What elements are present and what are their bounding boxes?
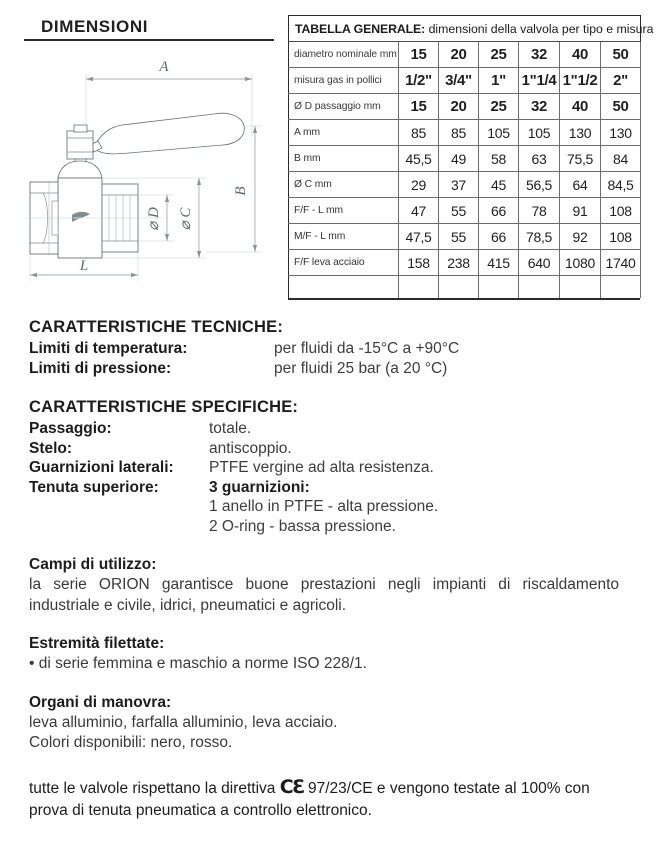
- ce-directive-statement: [29, 776, 621, 822]
- row-label: F/F leva acciaio: [289, 250, 399, 276]
- spec-key: Tenuta superiore:: [29, 478, 159, 496]
- table-cell: 63: [519, 146, 560, 172]
- estremita-bullet: • di serie femmina e maschio a norme ISO 228/1.: [29, 655, 367, 672]
- table-cell: [519, 276, 560, 299]
- table-cell: [479, 276, 519, 299]
- table-cell: 49: [439, 146, 479, 172]
- dimensions-drawing-panel: [24, 14, 274, 294]
- table-row: [289, 146, 641, 172]
- spec-value: totale.: [209, 420, 252, 437]
- spec-row: [29, 419, 629, 439]
- table-cell: 75,5: [560, 146, 601, 172]
- dimensions-title: DIMENSIONI: [41, 17, 149, 36]
- table-title-rest: dimensioni della valvola per tipo e misura: [425, 21, 654, 36]
- table-cell: [439, 276, 479, 299]
- row-label: misura gas in pollici: [289, 68, 399, 94]
- row-label-empty: [289, 276, 399, 299]
- table-row: [289, 120, 641, 146]
- table-cell: 415: [479, 250, 519, 276]
- table-cell: 29: [399, 172, 439, 198]
- table-cell: 1"1/4: [519, 68, 560, 94]
- table-cell: [399, 276, 439, 299]
- row-label: Ø C mm: [289, 172, 399, 198]
- dimension-label-d: ⌀ D: [146, 207, 162, 231]
- table-cell: 15: [399, 94, 439, 120]
- dimension-label-l: L: [79, 258, 89, 274]
- valve-technical-drawing: [24, 41, 274, 294]
- table-cell: 47,5: [399, 224, 439, 250]
- table-cell: 45,5: [399, 146, 439, 172]
- table-title-bold: TABELLA GENERALE:: [295, 21, 426, 36]
- dimension-label-a: A: [159, 59, 169, 75]
- table-cell: 85: [399, 120, 439, 146]
- table-cell: 158: [399, 250, 439, 276]
- spec-row: [29, 458, 629, 478]
- tecniche-list: [29, 339, 629, 378]
- table-row-empty: [289, 276, 641, 299]
- table-cell: 85: [439, 120, 479, 146]
- table-cell: 2": [601, 68, 641, 94]
- table-title-cell: [289, 16, 654, 42]
- spec-value: per fluidi 25 bar (a 20 °C): [274, 359, 448, 377]
- table-cell: 40: [560, 42, 601, 68]
- ce-mark-icon: CƐ: [279, 775, 304, 798]
- spec-key: Limiti di pressione:: [29, 359, 172, 377]
- table-cell: 1080: [560, 250, 601, 276]
- table-cell: 1"1/2: [560, 68, 601, 94]
- estremita-heading: Estremità filettate:: [29, 635, 165, 652]
- table-cell: 64: [560, 172, 601, 198]
- row-label: A mm: [289, 120, 399, 146]
- seal-detail-lines: [209, 497, 629, 536]
- campi-di-utilizzo-section: [29, 555, 619, 616]
- table-cell: 40: [560, 94, 601, 120]
- table-cell: 130: [560, 120, 601, 146]
- table-cell: 640: [519, 250, 560, 276]
- section-title-specifiche: CARATTERISTICHE SPECIFICHE:: [29, 398, 299, 416]
- spec-key: Guarnizioni laterali:: [29, 459, 174, 476]
- table-cell: 25: [479, 42, 519, 68]
- table-cell: 108: [601, 198, 641, 224]
- estremita-filettate-section: [29, 634, 629, 675]
- table-cell: 55: [439, 198, 479, 224]
- spec-row: [29, 439, 629, 459]
- row-label: B mm: [289, 146, 399, 172]
- organi-line-1: leva alluminio, farfalla alluminio, leva acciaio.: [29, 713, 338, 731]
- spec-value: antiscoppio.: [209, 439, 292, 457]
- campi-body: la serie ORION garantisce buone prestazioni negli impianti di riscaldamento industriale e civile, idrici, pneumatici e agricoli.: [29, 576, 619, 614]
- general-table-wrapper: [288, 15, 654, 300]
- spec-key: Stelo:: [29, 439, 73, 457]
- table-cell: 55: [439, 224, 479, 250]
- organi-di-manovra-section: [29, 693, 629, 754]
- table-cell: 84: [601, 146, 641, 172]
- organi-heading: Organi di manovra:: [29, 693, 172, 711]
- spec-key: Limiti di temperatura:: [29, 340, 188, 357]
- table-cell: 15: [399, 42, 439, 68]
- specifications-content: [29, 318, 629, 822]
- ce-statement-part-1: tutte le valvole rispettano la direttiva: [29, 779, 280, 797]
- table-cell: 47: [399, 198, 439, 224]
- table-cell: [601, 276, 641, 299]
- table-cell: 58: [479, 146, 519, 172]
- table-cell: 20: [439, 42, 479, 68]
- spec-row: [29, 339, 629, 359]
- table-row: [289, 250, 641, 276]
- table-cell: 45: [479, 172, 519, 198]
- spec-value: 3 guarnizioni:: [209, 478, 310, 496]
- table-title-row: [289, 16, 641, 42]
- general-dimensions-table: [288, 15, 654, 298]
- table-cell: 238: [439, 250, 479, 276]
- dimension-label-b: B: [233, 186, 249, 196]
- spec-value: PTFE vergine ad alta resistenza.: [209, 459, 434, 476]
- organi-line-2: Colori disponibili: nero, rosso.: [29, 734, 233, 751]
- row-label: M/F - L mm: [289, 224, 399, 250]
- table-cell: 78: [519, 198, 560, 224]
- table-row: [289, 68, 641, 94]
- table-cell: 1": [479, 68, 519, 94]
- table-cell: 25: [479, 94, 519, 120]
- table-cell: 3/4": [439, 68, 479, 94]
- table-row: [289, 42, 641, 68]
- table-cell: [560, 276, 601, 299]
- table-row: [289, 198, 641, 224]
- table-cell: 78,5: [519, 224, 560, 250]
- spec-row: [29, 359, 629, 379]
- table-cell: 1740: [601, 250, 641, 276]
- ce-statement-part-2: 97/23/CE e vengono testate al 100% con prova di tenuta pneumatica a controllo elettronico.: [29, 779, 590, 819]
- row-label: diametro nominale mm: [289, 42, 399, 68]
- spec-key: Passaggio:: [29, 420, 112, 437]
- seal-line: 2 O-ring - bassa pressione.: [209, 517, 396, 535]
- table-cell: 84,5: [601, 172, 641, 198]
- table-cell: 37: [439, 172, 479, 198]
- campi-heading: Campi di utilizzo:: [29, 556, 157, 573]
- table-row: [289, 224, 641, 250]
- table-cell: 92: [560, 224, 601, 250]
- table-cell: 50: [601, 94, 641, 120]
- table-row: [289, 172, 641, 198]
- table-cell: 56,5: [519, 172, 560, 198]
- table-cell: 50: [601, 42, 641, 68]
- table-cell: 32: [519, 42, 560, 68]
- table-cell: 1/2": [399, 68, 439, 94]
- table-cell: 20: [439, 94, 479, 120]
- row-label: Ø D passaggio mm: [289, 94, 399, 120]
- table-cell: 66: [479, 198, 519, 224]
- dimension-label-c: ⌀ C: [178, 207, 194, 231]
- table-cell: 66: [479, 224, 519, 250]
- spec-value: per fluidi da -15°C a +90°C: [274, 340, 460, 357]
- table-cell: 32: [519, 94, 560, 120]
- table-bottom-rule: [288, 298, 640, 300]
- section-title-tecniche: CARATTERISTICHE TECNICHE:: [29, 318, 284, 336]
- table-body: [289, 16, 654, 299]
- top-section: [0, 0, 657, 300]
- specifiche-list: [29, 419, 629, 536]
- table-cell: 108: [601, 224, 641, 250]
- table-cell: 105: [519, 120, 560, 146]
- table-row: [289, 94, 641, 120]
- spec-row: [29, 478, 629, 498]
- table-cell: 105: [479, 120, 519, 146]
- seal-line: 1 anello in PTFE - alta pressione.: [209, 498, 439, 515]
- table-cell: 130: [601, 120, 641, 146]
- table-cell: 91: [560, 198, 601, 224]
- row-label: F/F - L mm: [289, 198, 399, 224]
- dimensions-header: [24, 14, 274, 41]
